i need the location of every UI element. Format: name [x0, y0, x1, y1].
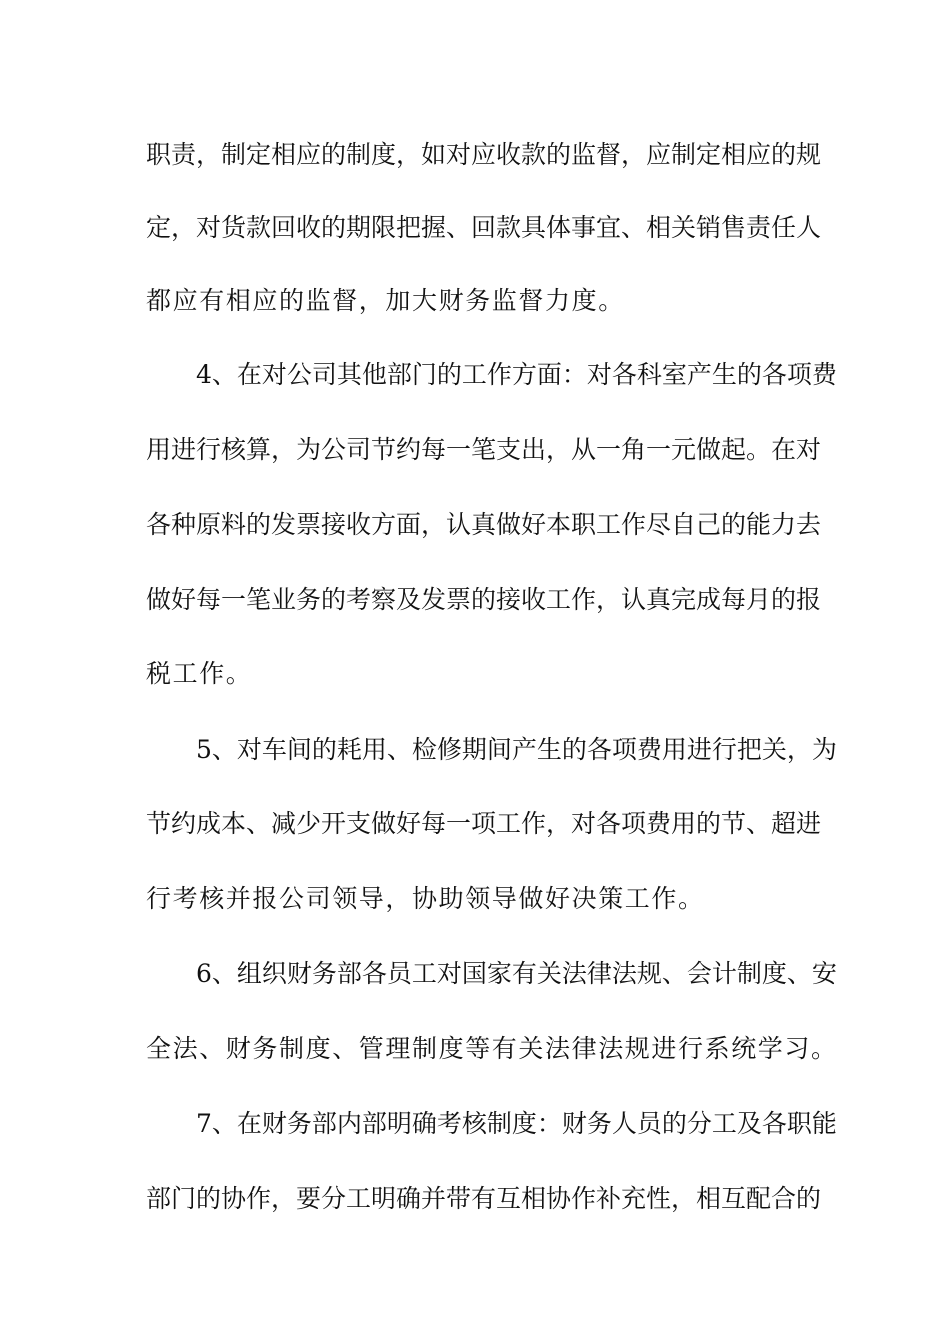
- text-line: 5、对车间的耗用、检修期间产生的各项费用进行把关，为: [196, 735, 837, 764]
- text-line: 行考核并报公司领导，协助领导做好决策工作。: [146, 884, 705, 913]
- text-line: 用进行核算，为公司节约每一笔支出，从一角一元做起。在对: [146, 435, 822, 464]
- text-line: 7、在财务部内部明确考核制度：财务人员的分工及各职能: [196, 1109, 837, 1138]
- text-line: 全法、财务制度、管理制度等有关法律法规进行系统学习。: [146, 1034, 838, 1063]
- text-line: 节约成本、减少开支做好每一项工作，对各项费用的节、超进: [146, 809, 822, 838]
- text-line: 6、组织财务部各员工对国家有关法律法规、会计制度、安: [196, 959, 837, 988]
- text-line: 税工作。: [146, 659, 253, 688]
- text-line: 4、在对公司其他部门的工作方面：对各科室产生的各项费: [196, 360, 837, 389]
- text-line: 做好每一笔业务的考察及发票的接收工作，认真完成每月的报: [146, 585, 822, 614]
- text-line: 部门的协作，要分工明确并带有互相协作补充性，相互配合的: [146, 1184, 822, 1213]
- text-line: 职责，制定相应的制度，如对应收款的监督，应制定相应的规: [146, 140, 822, 169]
- text-line: 各种原料的发票接收方面，认真做好本职工作尽自己的能力去: [146, 510, 822, 539]
- text-line: 都应有相应的监督，加大财务监督力度。: [146, 286, 625, 315]
- text-line: 定，对货款回收的期限把握、回款具体事宜、相关销售责任人: [146, 213, 822, 242]
